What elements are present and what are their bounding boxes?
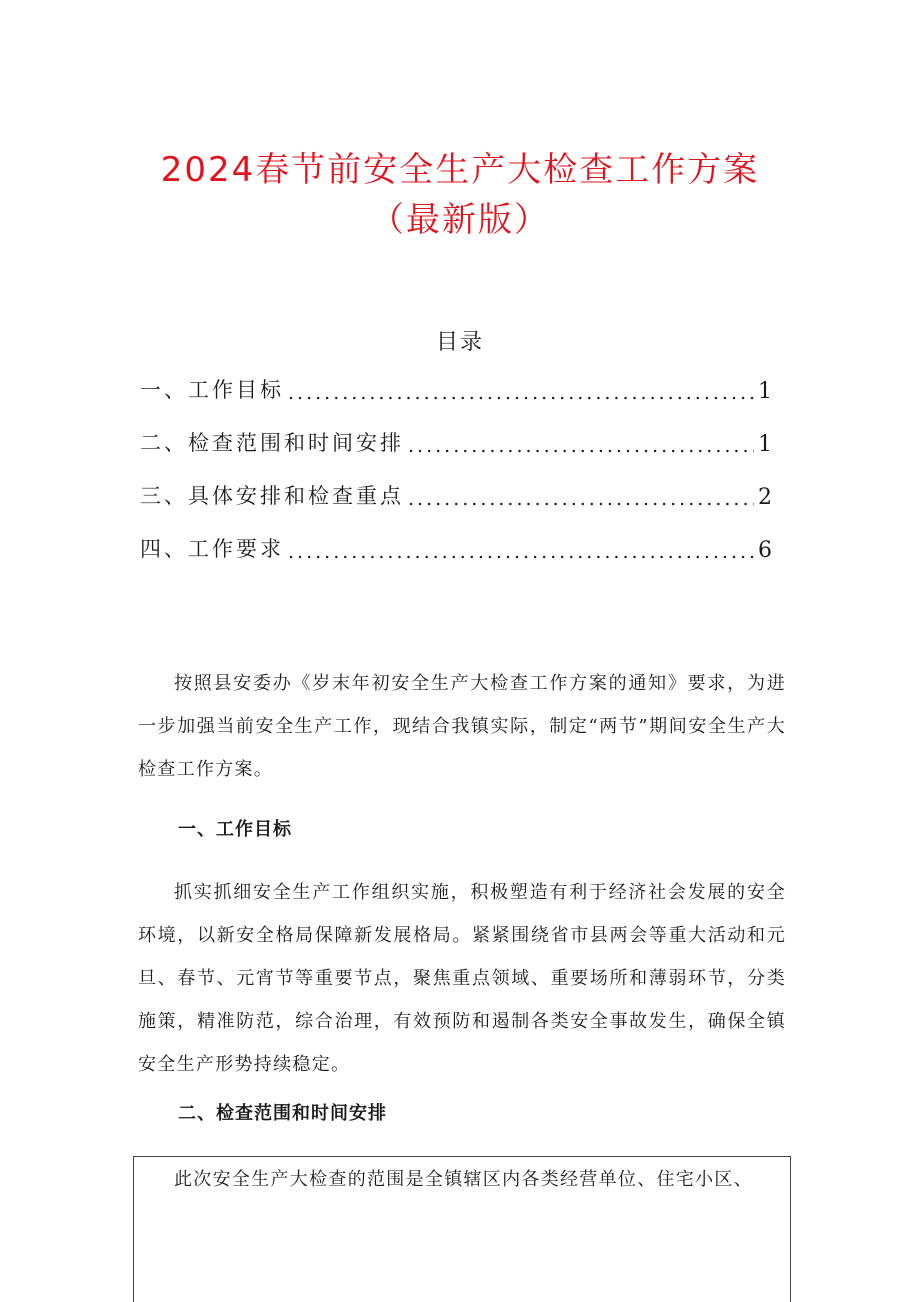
section-heading-scope: 二、检查范围和时间安排 <box>178 1103 387 1124</box>
document-subtitle: （最新版） <box>370 200 550 240</box>
toc-leader-dots <box>408 435 754 457</box>
toc-item[interactable] <box>140 476 772 510</box>
toc-item-label: 四、工作要求 <box>140 537 284 561</box>
toc-item[interactable] <box>140 423 772 457</box>
toc-item-page: 1 <box>758 379 772 404</box>
toc-item-label: 二、检查范围和时间安排 <box>140 431 404 455</box>
toc-item[interactable] <box>140 529 772 563</box>
section-scope-paragraph: 此次安全生产大检查的范围是全镇辖区内各类经营单位、住宅小区、 <box>174 1169 753 1190</box>
toc-item-page: 2 <box>758 485 772 510</box>
toc-heading: 目录 <box>435 330 484 355</box>
toc-item-label: 三、具体安排和检查重点 <box>140 484 404 508</box>
toc-leader-dots <box>288 541 754 563</box>
scope-text-box <box>133 1156 791 1302</box>
toc-leader-dots <box>408 488 754 510</box>
toc-item-label: 一、工作目标 <box>140 378 284 402</box>
toc-leader-dots <box>288 382 754 404</box>
intro-paragraph: 按照县安委办《岁末年初安全生产大检查工作方案的通知》要求，为进一步加强当前安全生产工作，现结合我镇实际，制定“两节”期间安全生产大检查工作方案。 <box>138 673 786 780</box>
document-title: 2024春节前安全生产大检查工作方案 <box>160 150 760 190</box>
section-goals-paragraph: 抓实抓细安全生产工作组织实施，积极塑造有利于经济社会发展的安全环境，以新安全格局保障新发展格局。紧紧围绕省市县两会等重大活动和元旦、春节、元宵节等重要节点，聚焦重点领域、重要场所和薄弱环节，分类施策，精准防范，综合治理，有效预防和遏制各类安全事故发生，确保全镇安全生产形势持续稳定。 <box>138 882 786 1075</box>
toc-item-page: 1 <box>758 432 772 457</box>
toc-item-page: 6 <box>758 538 772 563</box>
section-heading-goals: 一、工作目标 <box>178 819 292 840</box>
toc-item[interactable] <box>140 370 772 404</box>
